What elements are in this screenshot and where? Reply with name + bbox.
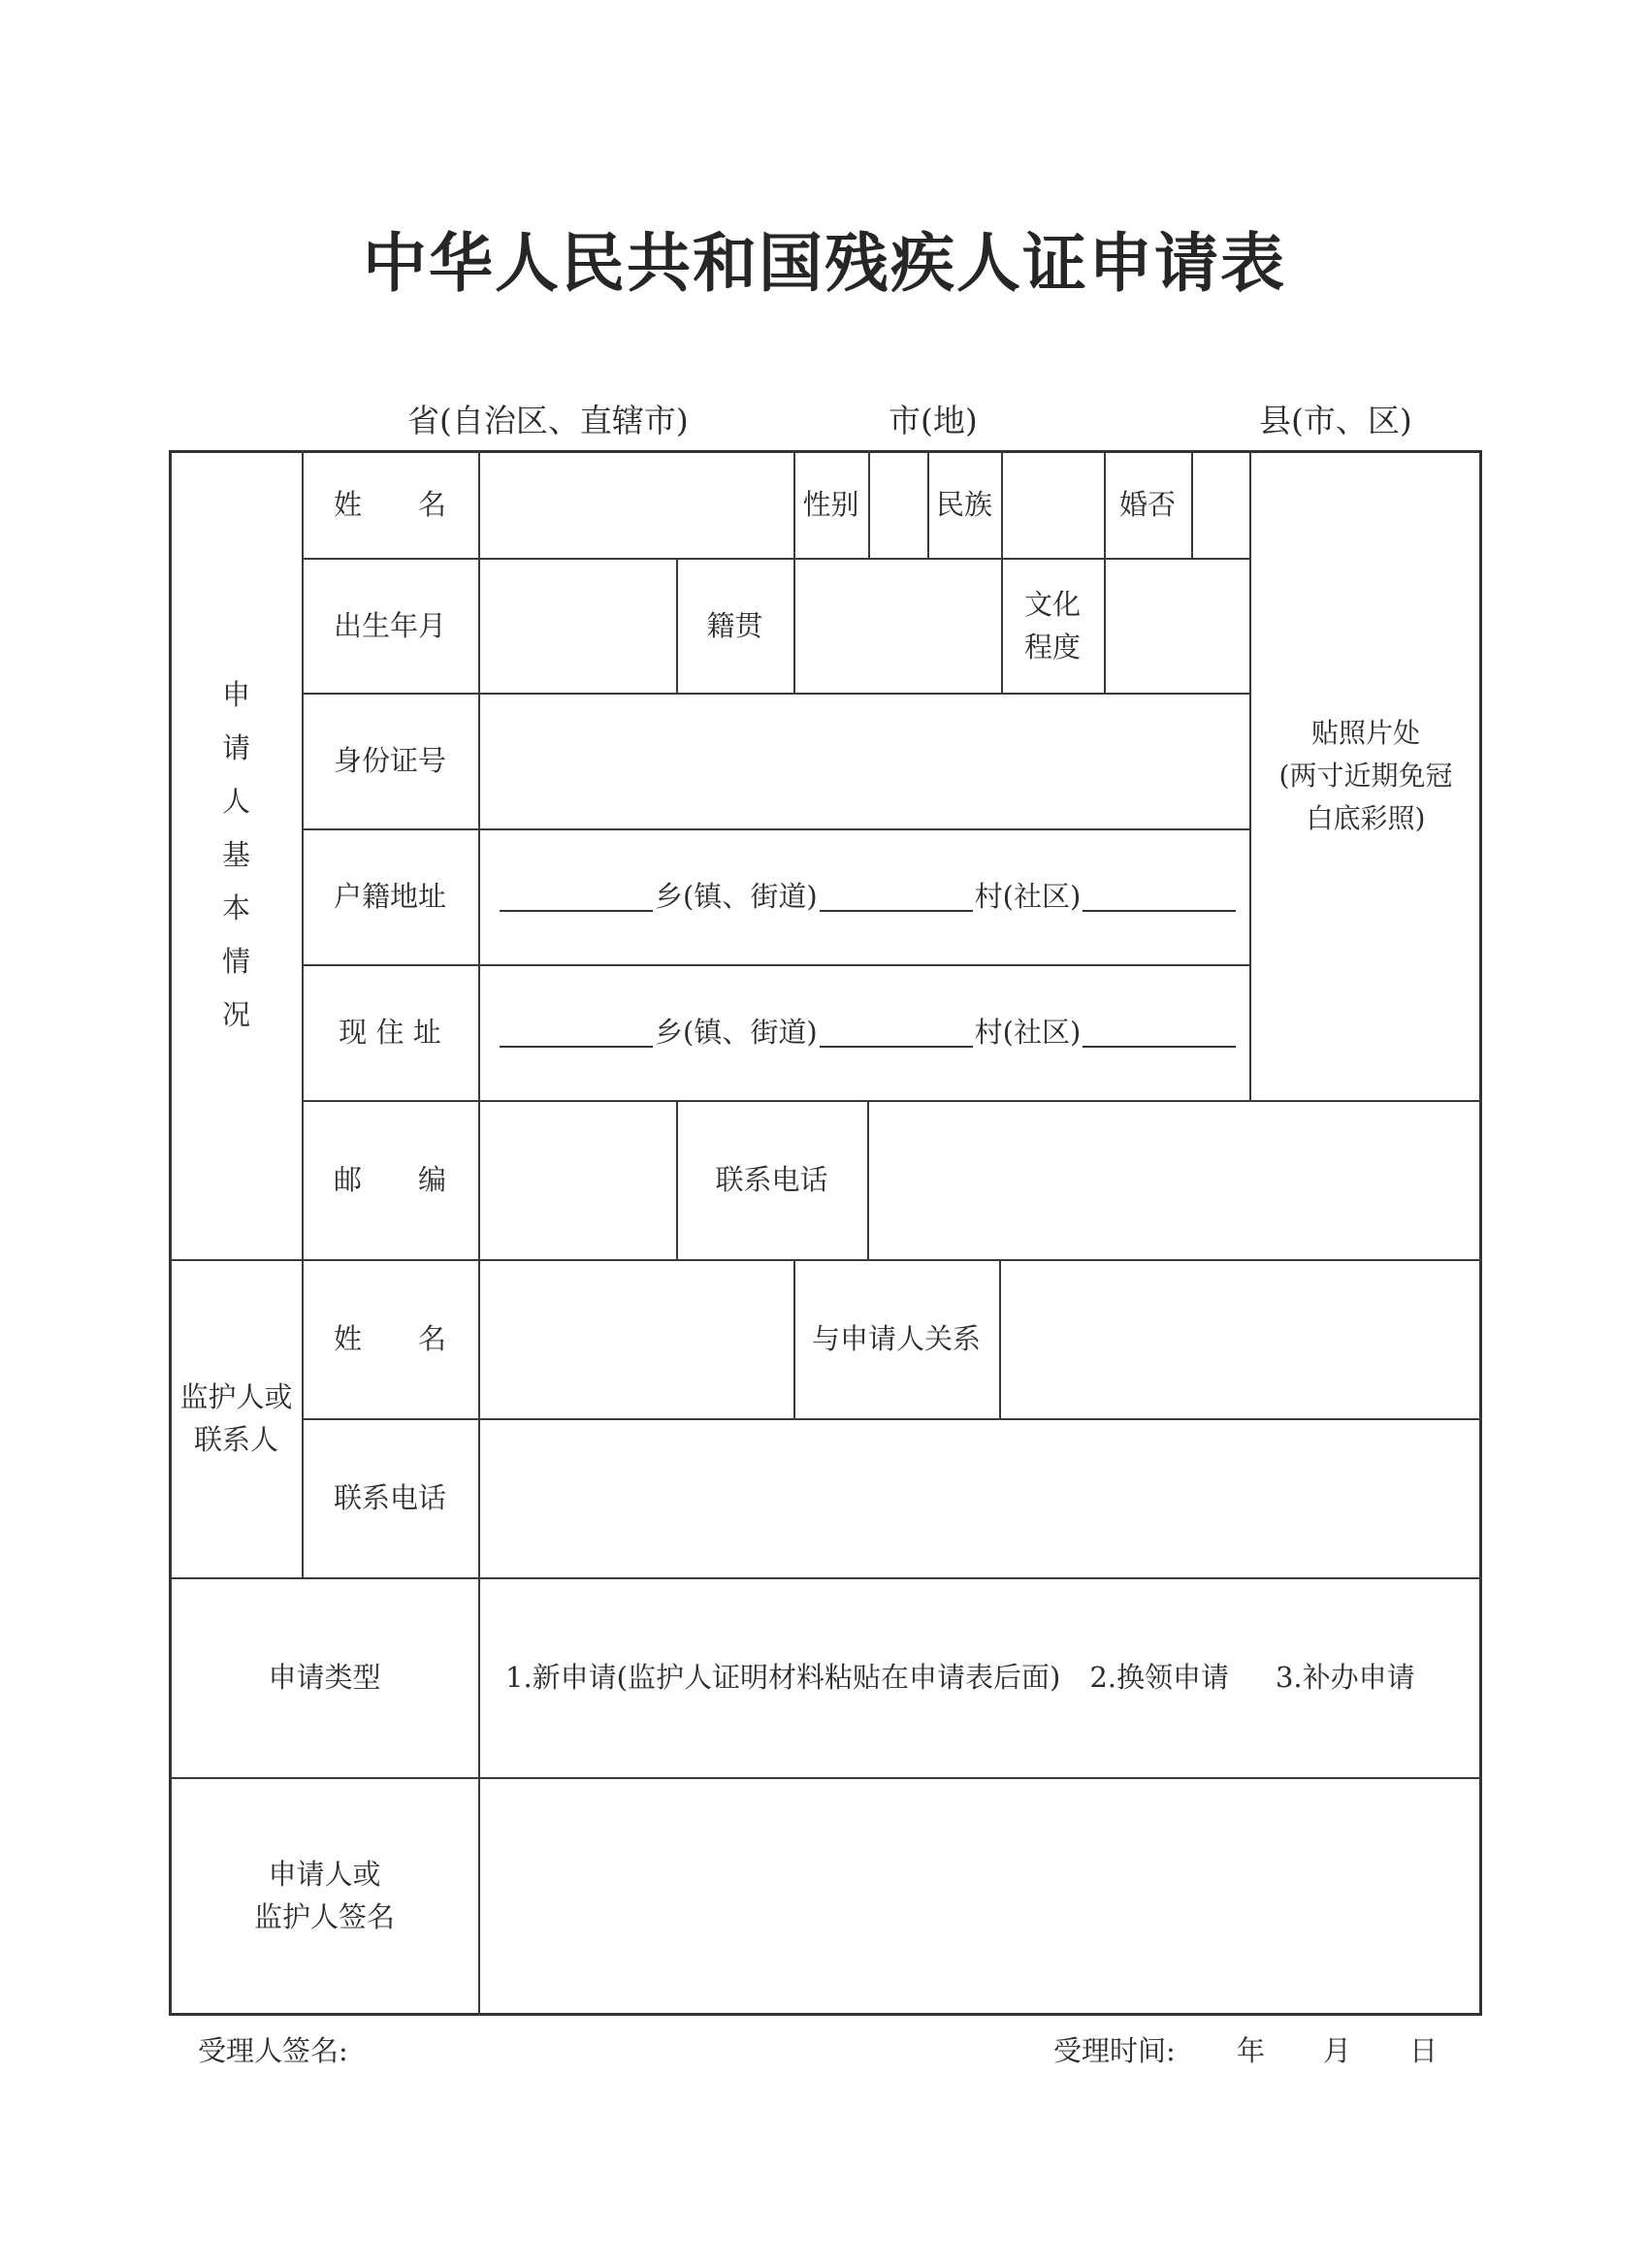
relation-label: 与申请人关系 (811, 1322, 981, 1355)
name-label: 姓 名 (333, 487, 446, 521)
signature-label-line2: 监护人签名 (253, 1899, 395, 1933)
gender-field[interactable] (870, 452, 927, 558)
marital-label: 婚否 (1118, 487, 1176, 521)
id-number-field[interactable] (480, 695, 1249, 828)
applicant-section-char: 况 (221, 997, 250, 1031)
receiver-signature-label: 受理人签名: (198, 2034, 348, 2067)
guardian-name-field[interactable] (480, 1261, 793, 1418)
signature-label-line1: 申请人或 (268, 1857, 381, 1891)
guardian-phone-field[interactable] (480, 1420, 1480, 1577)
receive-year-label: 年 (1237, 2034, 1266, 2067)
signature-label (171, 1777, 478, 2013)
current-township-blank[interactable] (500, 1017, 653, 1048)
household-township-blank[interactable] (500, 881, 653, 912)
relation-field[interactable] (1001, 1261, 1480, 1418)
guardian-section-label (171, 1259, 302, 1577)
form-title: 中华人民共和国残疾人证申请表 (363, 226, 1286, 301)
household-address-field[interactable] (498, 828, 1245, 964)
birth-label: 出生年月 (333, 608, 446, 642)
native-place-field[interactable] (795, 560, 1001, 693)
education-label (1001, 558, 1104, 693)
applicant-section-char: 基 (221, 837, 250, 871)
education-label-line2: 程度 (1023, 630, 1081, 664)
guardian-name-label: 姓 名 (333, 1322, 446, 1355)
education-field[interactable] (1106, 560, 1249, 693)
application-type-option-renew[interactable]: 2.换领申请 (1089, 1661, 1229, 1694)
household-village-blank[interactable] (820, 881, 973, 912)
photo-line2: (两寸近期免冠 (1278, 760, 1453, 792)
application-type-option-reissue[interactable]: 3.补办申请 (1275, 1661, 1415, 1694)
photo-area[interactable] (1251, 450, 1480, 1100)
current-address-field[interactable] (498, 964, 1245, 1100)
postcode-label: 邮 编 (333, 1163, 446, 1196)
photo-line3: 白底彩照) (1306, 802, 1426, 834)
current-village-label: 村(社区) (974, 1016, 1082, 1049)
ethnicity-field[interactable] (1003, 452, 1104, 558)
applicant-section-char: 情 (221, 944, 250, 978)
household-township-label: 乡(镇、街道) (655, 880, 818, 913)
receive-month-label: 月 (1323, 2034, 1352, 2067)
application-type-option-new[interactable]: 1.新申请(监护人证明材料粘贴在申请表后面) (505, 1661, 1061, 1694)
applicant-section-label (171, 450, 302, 1259)
application-type-options (505, 1577, 1475, 1777)
current-detail-blank[interactable] (1083, 1017, 1236, 1048)
guardian-phone-label: 联系电话 (333, 1481, 446, 1514)
household-village-label: 村(社区) (974, 880, 1082, 913)
gender-label: 性别 (802, 487, 859, 521)
household-detail-blank[interactable] (1083, 881, 1236, 912)
signature-field[interactable] (480, 1779, 1480, 2013)
application-type-label: 申请类型 (268, 1661, 381, 1694)
receive-day-label: 日 (1409, 2034, 1439, 2067)
phone-label: 联系电话 (715, 1163, 828, 1196)
applicant-section-char: 本 (221, 891, 250, 924)
id-number-label: 身份证号 (333, 744, 446, 777)
current-village-blank[interactable] (820, 1017, 973, 1048)
guardian-section-line1: 监护人或 (179, 1380, 293, 1413)
receive-time-label: 受理时间: (1053, 2034, 1176, 2067)
county-label: 县(市、区) (1259, 402, 1412, 439)
phone-field[interactable] (869, 1102, 1480, 1259)
ethnicity-label: 民族 (935, 487, 992, 521)
applicant-section-char: 申 (221, 677, 250, 711)
native-place-label: 籍贯 (706, 608, 763, 642)
birth-field[interactable] (480, 560, 676, 693)
photo-line1: 贴照片处 (1310, 717, 1420, 749)
applicant-section-char: 请 (221, 730, 250, 764)
province-label: 省(自治区、直辖市) (407, 402, 689, 439)
city-label: 市(地) (889, 402, 978, 439)
guardian-section-line2: 联系人 (193, 1423, 278, 1456)
applicant-section-char: 人 (221, 784, 250, 818)
postcode-field[interactable] (480, 1102, 676, 1259)
marital-field[interactable] (1193, 452, 1249, 558)
current-township-label: 乡(镇、街道) (655, 1016, 818, 1049)
current-address-label: 现 住 址 (339, 1016, 441, 1049)
education-label-line1: 文化 (1023, 587, 1081, 621)
name-field[interactable] (480, 452, 793, 558)
household-address-label: 户籍地址 (333, 880, 446, 913)
